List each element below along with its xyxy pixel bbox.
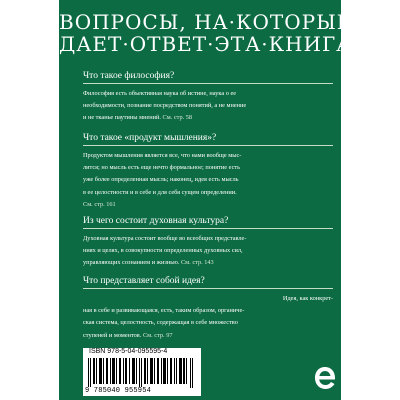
page-reference: См. стр. 143 bbox=[180, 259, 214, 267]
question-title: Что такое философия? bbox=[83, 71, 175, 81]
answer-line: ная в себе и развивающаяся, есть, таким образом, органиче- bbox=[83, 307, 245, 315]
answer-line bbox=[83, 257, 333, 269]
answer-text bbox=[83, 233, 333, 270]
answer-text bbox=[83, 150, 333, 211]
eksmo-e-logo-icon bbox=[314, 366, 336, 390]
book-back-cover bbox=[59, 0, 353, 400]
answer-line: Продуктом мышления является все, что нами вообще мыс- bbox=[83, 152, 242, 159]
divider-line bbox=[83, 145, 333, 146]
answer-line bbox=[83, 330, 333, 342]
barcode-icon bbox=[88, 358, 196, 388]
answer-line: уже более определенная мысль; наконец, идея есть мысль bbox=[83, 176, 239, 184]
answer-text bbox=[83, 88, 333, 125]
answer-line: ниях и целях, в совокупности определенных духовных сил, bbox=[83, 247, 243, 255]
answer-line-text: управляющих сознанием и жизнью. bbox=[83, 259, 180, 267]
answer-line: необходимости, познание посредством понятий, а не мнение bbox=[83, 102, 247, 110]
divider-line bbox=[83, 288, 333, 289]
isbn-text: ISBN 978-5-04-095595-4 bbox=[89, 348, 168, 355]
answer-text bbox=[83, 293, 333, 342]
question-title: Что такое «продукт мышления»? bbox=[83, 133, 217, 143]
question-title bbox=[83, 276, 333, 286]
divider-line bbox=[83, 83, 333, 84]
cover-heading-line-1: ВОПРОСЫ, НА·КОТОРЫЕ bbox=[59, 10, 353, 34]
answer-line: лится; но мысль есть еще нечто формальное; понятие есть bbox=[83, 164, 241, 172]
answer-line: ская система, целостность, содержащая в себе множество bbox=[83, 319, 238, 327]
answer-line-text: ступеней и моментов. bbox=[83, 331, 142, 339]
divider-line bbox=[83, 228, 333, 229]
answer-line bbox=[83, 112, 333, 124]
page-reference: См. стр. 97 bbox=[142, 331, 173, 339]
question-block-3 bbox=[83, 216, 333, 270]
page-reference: См. стр. 161 bbox=[83, 200, 116, 208]
question-block-1 bbox=[83, 71, 333, 125]
cover-heading-line-2: ДАЕТ·ОТВЕТ·ЭТА·КНИГА bbox=[59, 32, 353, 56]
question-title: Из чего состоит духовная культура? bbox=[83, 216, 229, 226]
question-block-4 bbox=[83, 276, 333, 342]
answer-line: Идея, как конкрет- bbox=[282, 295, 333, 302]
question-block-2 bbox=[83, 133, 333, 211]
page-reference: См. стр. 58 bbox=[162, 114, 193, 122]
barcode-digits: 9 785040 955954 bbox=[85, 387, 152, 395]
answer-line: Философия есть объективная наука об истине, наука о ее bbox=[83, 90, 237, 97]
answer-line-text: и не тканье паутины мнений. bbox=[83, 114, 161, 122]
answer-line: Духовная культура состоит вообще во всеобщих представле- bbox=[83, 235, 247, 242]
answer-line: в ее целостности и в себе и для себя сущем определении. bbox=[83, 188, 237, 196]
question-title-text: Что представляет собой идея? bbox=[83, 276, 205, 286]
barcode-label bbox=[83, 348, 201, 396]
